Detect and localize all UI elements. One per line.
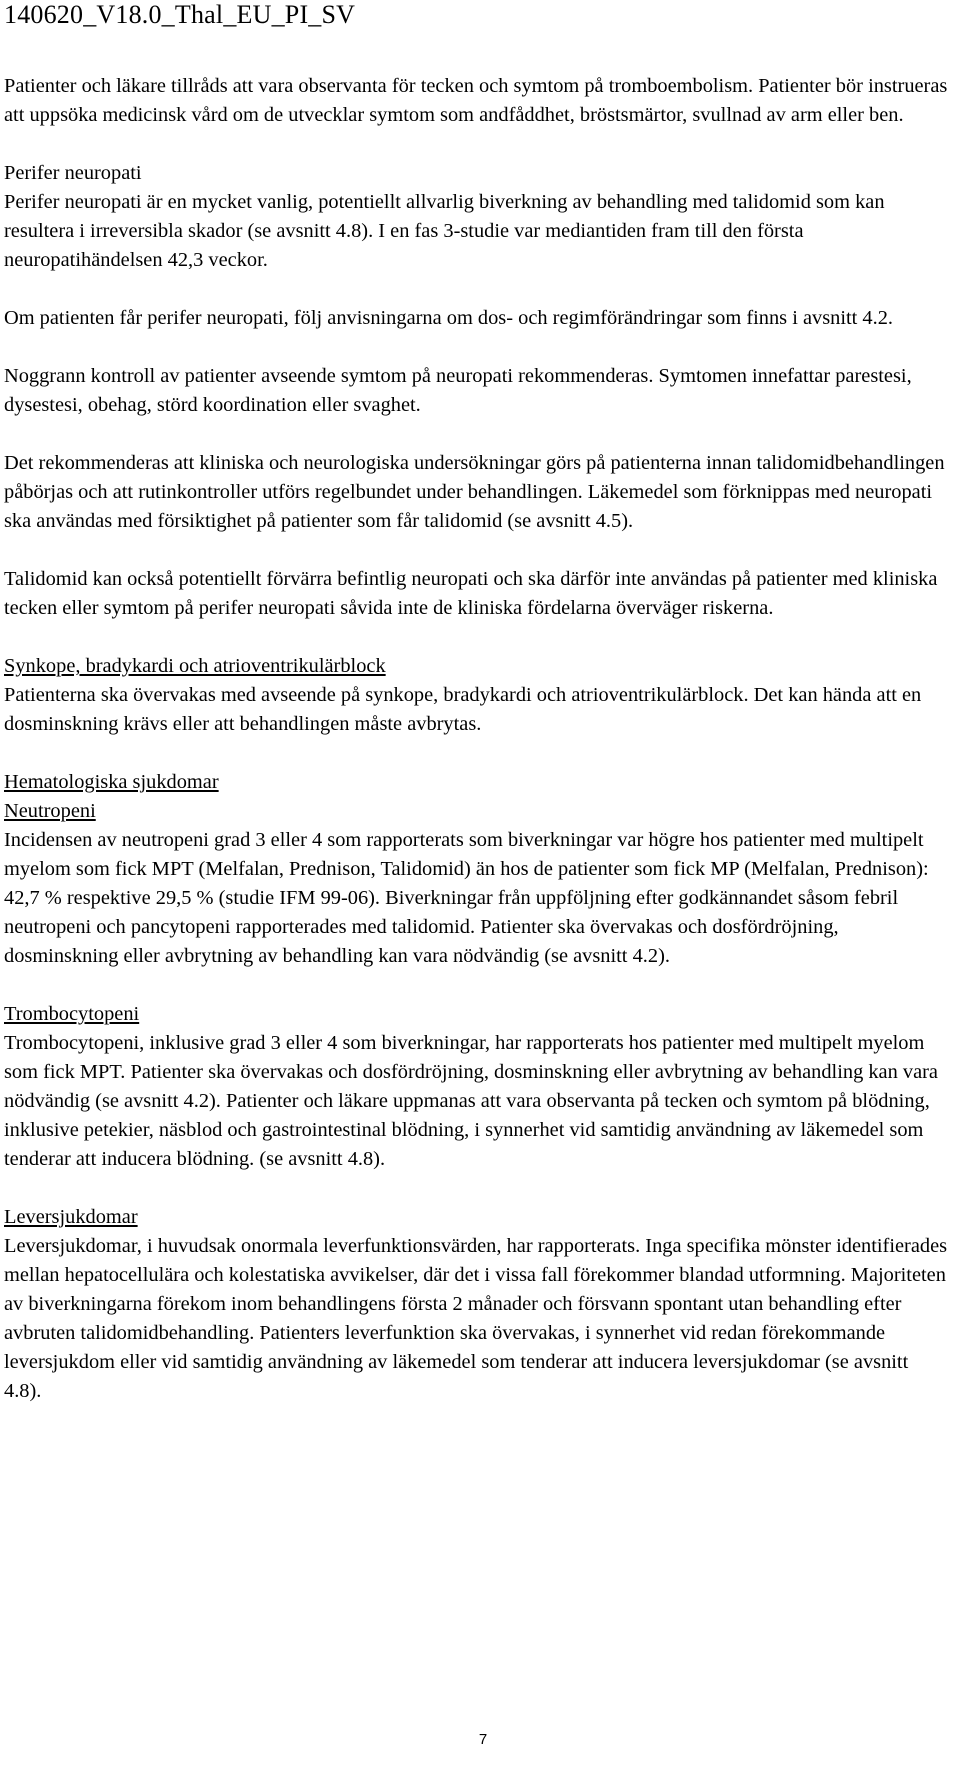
page-number: 7 <box>478 1731 488 1748</box>
neutropeni-paragraph: Incidensen av neutropeni grad 3 eller 4 som rapporterats som biverkningar var högre hos patienter med multipelt myelom som fick MPT (Melfalan, Prednison, Talidomid) än hos de patienter som fick MP (Melfalan, Prednison): 42,7 % respektive 29,5 % (studie IFM 99-06). Biverkningar från uppföljning efter godkännandet såsom febril neutropeni och pancytopeni rapporterades med talidomid. Patienter ska övervakas och dosfördröjning, dosminskning eller avbrytning av behandling kan vara nödvändig (se avsnitt 4.2). <box>4 829 929 967</box>
document-id-header: 140620_V18.0_Thal_EU_PI_SV <box>4 0 356 29</box>
section-leversjukdomar <box>4 1203 949 1406</box>
page-footer <box>0 1730 960 1750</box>
neuropati-paragraph-3: Noggrann kontroll av patienter avseende symtom på neuropati rekommenderas. Symtomen innefattar parestesi, dysestesi, obehag, störd koordination eller svaghet. <box>4 365 912 416</box>
document-body <box>4 72 949 1406</box>
trombocytopeni-paragraph: Trombocytopeni, inklusive grad 3 eller 4 som biverkningar, har rapporterats hos patienter med multipelt myelom som fick MPT. Patienter ska övervakas och dosfördröjning, dosminskning eller avbrytning av behandling kan vara nödvändig (se avsnitt 4.2). Patienter och läkare uppmanas att vara observanta på tecken och symtom på blödning, inklusive petekier, näsblod och gastrointestinal blödning, i synnerhet vid samtidig användning av läkemedel som tenderar att inducera blödning. (se avsnitt 4.8). <box>4 1032 938 1170</box>
tromboembolism-paragraph: Patienter och läkare tillråds att vara observanta för tecken och symtom på tromboembolism. Patienter bör instrueras att uppsöka medicinsk vård om de utvecklar symtom som andfåddhet, bröstsmärtor, svullnad av arm eller ben. <box>4 75 948 126</box>
section-heading-leversjukdomar: Leversjukdomar <box>4 1206 138 1228</box>
leversjukdomar-paragraph: Leversjukdomar, i huvudsak onormala leverfunktionsvärden, har rapporterats. Inga specifika mönster identifierades mellan hepatocellulära och kolestatiska avvikelser, där det i vissa fall förekommer blandad utformning. Majoriteten av biverkningarna förekom inom behandlingens första 2 månader och försvann spontant utan behandling efter avbruten talidomidbehandling. Patienters leverfunktion ska övervakas, i synnerhet vid redan förekommande leversjukdom eller vid samtidig användning av läkemedel som tenderar att inducera leversjukdomar (se avsnitt 4.8). <box>4 1235 948 1402</box>
section-heading-synkope: Synkope, bradykardi och atrioventrikulärblock <box>4 655 386 677</box>
synkope-paragraph: Patienterna ska övervakas med avseende på synkope, bradykardi och atrioventrikulärblock. Det kan hända att en dosminskning krävs eller att behandlingen måste avbrytas. <box>4 684 922 735</box>
subheading-neutropeni: Neutropeni <box>4 800 96 822</box>
section-perifer-neuropati <box>4 159 949 623</box>
neuropati-paragraph-2: Om patienten får perifer neuropati, följ anvisningarna om dos- och regimförändringar som finns i avsnitt 4.2. <box>4 307 894 329</box>
section-heading-hematologiska: Hematologiska sjukdomar <box>4 771 219 793</box>
neuropati-paragraph-1: Perifer neuropati är en mycket vanlig, potentiellt allvarlig biverkning av behandling med talidomid som kan resultera i irreversibla skador (se avsnitt 4.8). I en fas 3-studie var mediantiden fram till den första neuropatihändelsen 42,3 veckor. <box>4 191 885 271</box>
section-hematologiska <box>4 768 949 1174</box>
section-heading-perifer-neuropati: Perifer neuropati <box>4 162 142 184</box>
subheading-trombocytopeni: Trombocytopeni <box>4 1003 140 1025</box>
section-synkope <box>4 652 949 739</box>
neuropati-paragraph-4: Det rekommenderas att kliniska och neurologiska undersökningar görs på patienterna innan talidomidbehandlingen påbörjas och att rutinkontroller utförs regelbundet under behandlingen. Läkemedel som förknippas med neuropati ska användas med försiktighet på patienter som får talidomid (se avsnitt 4.5). <box>4 452 945 532</box>
neuropati-paragraph-5: Talidomid kan också potentiellt förvärra befintlig neuropati och ska därför inte användas på patienter med kliniska tecken eller symtom på perifer neuropati såvida inte de kliniska fördelarna överväger riskerna. <box>4 568 938 619</box>
